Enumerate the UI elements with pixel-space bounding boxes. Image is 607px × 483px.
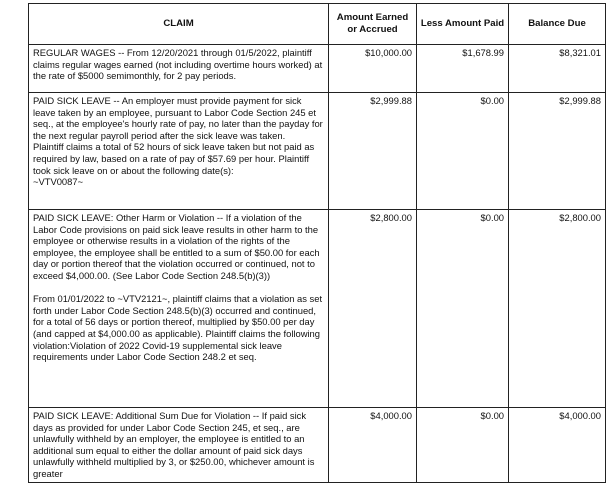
claim-description xyxy=(29,408,329,483)
table-row-sick-leave-additional-sum xyxy=(29,408,606,483)
claim-paragraph: PAID SICK LEAVE -- An employer must provide payment for sick leave taken by an employee, pursuant to Labor Code Section 245 et seq., at the employee's hourly rate of pay, no later than the payday for the next regular payroll period after the sick leave was taken. xyxy=(33,95,323,141)
claim-description xyxy=(29,210,329,408)
header-balance-due: Balance Due xyxy=(509,4,606,45)
header-claim: CLAIM xyxy=(29,4,329,45)
balance-due-cell: $2,800.00 xyxy=(509,210,606,408)
claim-paragraph: Plaintiff claims a total of 52 hours of sick leave taken but not paid as required by law, based on a rate of pay of $57.69 per hour. Plaintiff took sick leave on or about the following date(s): xyxy=(33,141,315,176)
amount-earned-cell: $2,999.88 xyxy=(329,93,417,210)
amount-earned-cell: $10,000.00 xyxy=(329,45,417,93)
header-less-amount-paid: Less Amount Paid xyxy=(417,4,509,45)
amount-paid-cell: $0.00 xyxy=(417,210,509,408)
wage-claim-table xyxy=(28,3,606,483)
amount-paid-cell: $0.00 xyxy=(417,408,509,483)
table-row-paid-sick-leave xyxy=(29,93,606,210)
table-row-regular-wages xyxy=(29,45,606,93)
amount-paid-cell: $0.00 xyxy=(417,93,509,210)
balance-due-cell: $4,000.00 xyxy=(509,408,606,483)
amount-earned-cell: $2,800.00 xyxy=(329,210,417,408)
header-amount-earned: Amount Earned or Accrued xyxy=(329,4,417,45)
claim-description xyxy=(29,93,329,210)
table-row-sick-leave-other-harm xyxy=(29,210,606,408)
claim-description xyxy=(29,45,329,93)
balance-due-cell: $2,999.88 xyxy=(509,93,606,210)
claim-paragraph: PAID SICK LEAVE: Additional Sum Due for Violation -- If paid sick days as provided for under Labor Code Section 245, et seq., are unlawfully withheld by an employer, the employee is entitled to an additional sum equal to either the dollar amount of paid sick days unlawfully withheld multiplied by 3, or $250.00, whichever amount is greater xyxy=(33,410,315,479)
amount-earned-cell: $4,000.00 xyxy=(329,408,417,483)
claim-paragraph: REGULAR WAGES -- From 12/20/2021 through 01/5/2022, plaintiff claims regular wages earned (not including overtime hours worked) at the rate of $5000 semimonthly, for 2 pay periods. xyxy=(33,47,323,82)
amount-paid-cell: $1,678.99 xyxy=(417,45,509,93)
claim-paragraph: PAID SICK LEAVE: Other Harm or Violation -- If a violation of the Labor Code provisions on paid sick leave results in other harm to the employee or otherwise results in a violation of the rights of the employee, the employee shall be entitled to a sum of $50.00 for each day or portion thereof that the violation occurred or continued, not to exceed $4,000.00. (See Labor Code Section 248.5(b)(3)) xyxy=(33,212,320,281)
claim-paragraph: ~VTV0087~ xyxy=(33,176,84,188)
table-header-row xyxy=(29,4,606,45)
claim-paragraph: From 01/01/2022 to ~VTV2121~, plaintiff claims that a violation as set forth under Labor Code Section 248.5(b)(3) occurred and continued, for a total of 56 days or portion thereof, multiplied by $50.00 per day (and capped at $4,000.00 as applicable). Plaintiff claims the following violation:Violation of 2022 Covid-19 supplemental sick leave requirements under Labor Code Section 248.2 et seq. xyxy=(33,293,323,363)
balance-due-cell: $8,321.01 xyxy=(509,45,606,93)
